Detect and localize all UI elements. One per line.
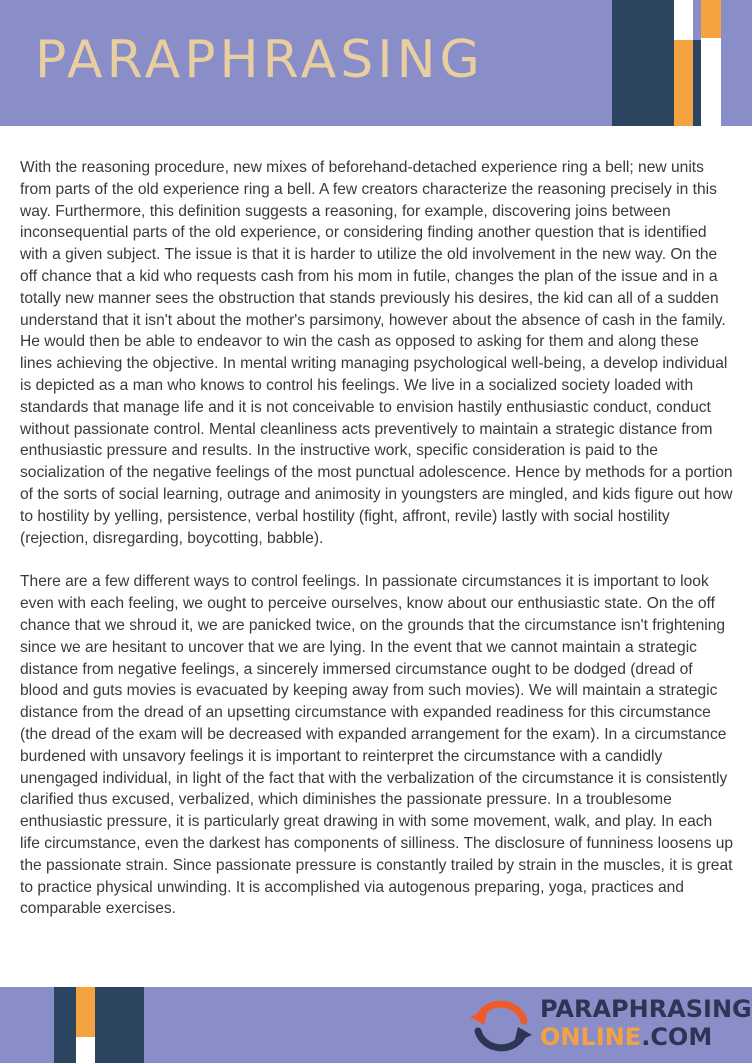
- header-decor-navy-block: [612, 0, 674, 126]
- header-decor-white-block-2: [701, 38, 721, 126]
- logo-line-2: [540, 1023, 750, 1051]
- header-decor-orange-block-2: [701, 0, 721, 38]
- header-decor-white-block: [674, 0, 693, 40]
- circular-arrows-icon: [466, 995, 536, 1055]
- paragraph-2: There are a few different ways to control feelings. In passionate circumstances it is important to look even with each feeling, we ought to perceive ourselves, know about our enthusiastic state. On the off chance that we shroud it, we are panicked twice, on the grounds that the circumstance isn't frightening since we are hesitant to uncover that we are lying. In the event that we cannot maintain a strategic distance from negative feelings, a sincerely immersed circumstance ought to be dodged (dread of blood and guts movies is evacuated by keeping away from such movies). We will maintain a strategic distance from the dread of an upsetting circumstance with expanded readiness for this circumstance (the dread of the exam will be decreased with expanded arrangement for the exam). In a circumstance burdened with unsavory feelings it is important to reinterpret the circumstance with a candidly unengaged individual, in light of the fact that with the verbalization of the circumstance it is consistently clarified thus excused, verbalized, which diminishes the passionate pressure. In a troublesome enthusiastic pressure, it is particularly great drawing in with some movement, walk, and play. In each life circumstance, even the darkest has components of silliness. The disclosure of funniness loosens up the passionate strain. Since passionate pressure is constantly trailed by strain in the muscles, it is great to practice physical unwinding. It is accomplished via autogenous preparing, yoga, practices and comparable exercises.: [20, 573, 734, 918]
- footer-band: [0, 987, 752, 1063]
- page-title: PARAPHRASING: [35, 30, 484, 90]
- header-decor-navy-stripe: [693, 40, 701, 126]
- logo-com-suffix: .COM: [641, 1023, 713, 1051]
- logo-line-1: PARAPHRASING: [540, 995, 752, 1023]
- paragraph-1: With the reasoning procedure, new mixes of beforehand-detached experience ring a bell; new units from parts of the old experience ring a bell. A few creators characterize the reasoning precisely in this way. Furthermore, this definition suggests a reasoning, for example, discovering joins between inconsequential parts of the old experience, or considering finding another question that is identified with a given subject. The issue is that it is harder to utilize the old involvement in the new way. On the off chance that a kid who requests cash from his mom in futile, changes the plan of the issue and in a totally new manner sees the obstruction that stands previously his desires, the kid can all of a sudden understand that it isn't about the mother's parsimony, however about the absence of cash in the family. He would then be able to endeavor to win the cash as opposed to asking for them and along these lines achieving the objective. In mental writing managing psychological well-being, a develop individual is depicted as a man who knows to control his feelings. We live in a socialized society loaded with standards that manage life and it is not conceivable to envision hastily enthusiastic conduct, conduct without passionate control. Mental cleanliness acts preventively to maintain a strategic distance from enthusiastic pressure and results. In the instructive work, specific consideration is paid to the socialization of the negative feelings of the most punctual adolescence. Hence by methods for a portion of the sorts of social learning, outrage and animosity in youngsters are mingled, and kids figure out how to hostility by yelling, persistence, verbal hostility (fight, affront, revile) lastly with social hostility (rejection, disregarding, boycotting, babble).: [20, 159, 733, 547]
- footer-decor-navy-block: [54, 987, 76, 1063]
- footer-decor-orange-block: [76, 987, 95, 1037]
- header-decor-orange-block: [674, 40, 693, 126]
- header-band: [0, 0, 752, 126]
- footer-decor-white-block: [76, 1037, 95, 1063]
- footer-decor-navy-block-2: [95, 987, 144, 1063]
- document-body: [20, 157, 734, 942]
- logo-online-word: ONLINE: [540, 1023, 642, 1051]
- brand-logo-text: [540, 995, 750, 1051]
